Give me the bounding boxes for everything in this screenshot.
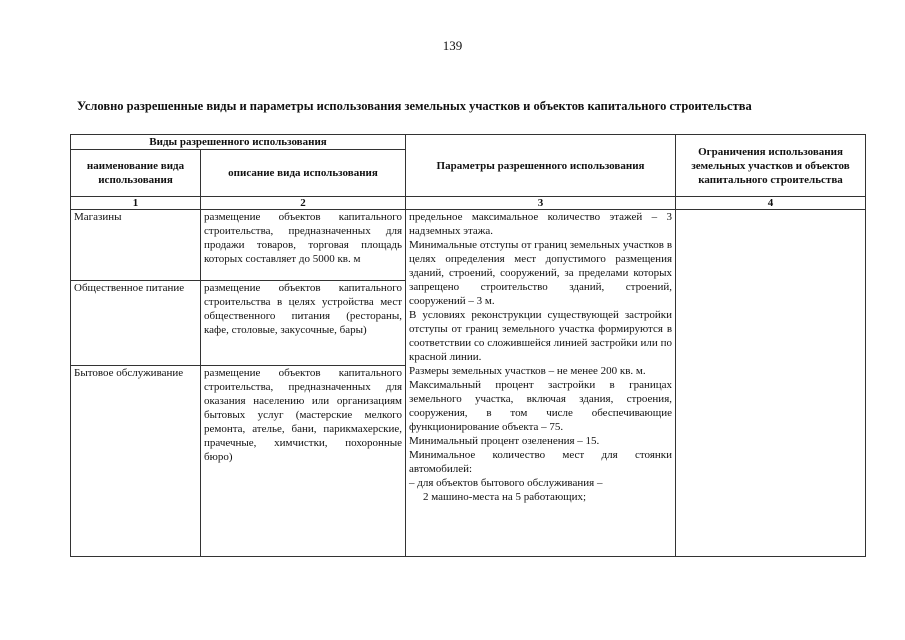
parameter-text: Минимальные отступы от границ земельных участков в целях определения мест допустимого размещения зданий, строений, сооружений, за пределами которых запрещено строительство зданий, строений, сооружений – 3 м. [409,239,673,307]
use-description: размещение объектов капитального строительства, предназначенных для оказания населению или организациям бытовых услуг (мастерские мелкого ремонта, ателье, бани, парикмахерские, прачечные, химчистки, похоронные бюро) [201,366,406,557]
table-row [71,210,866,281]
use-description: размещение объектов капитального строительства, предназначенных для продажи товаров, торговая площадь которых составляет до 5000 кв. м [201,210,406,281]
table-header-row [71,135,866,150]
parameter-text: Максимальный процент застройки в границах земельного участка, включая здания, строения, сооружения, в том числе обеспечивающие функционирование объекта – 75. [409,379,673,433]
use-name: Бытовое обслуживание [71,366,201,557]
header-parameters: Параметры разрешенного использования [406,135,676,197]
column-number: 4 [676,197,866,210]
parameter-text: предельное максимальное количество этажей – 3 надземных этажа. [409,211,673,237]
parameter-text: Минимальное количество мест для стоянки автомобилей: [409,449,673,475]
header-description: описание вида использования [201,150,406,197]
column-numbers-row [71,197,866,210]
parameter-text: Минимальный процент озеленения – 15. [409,435,600,447]
header-restrictions: Ограничения использования земельных участков и объектов капитального строительства [676,135,866,197]
page-number: 139 [442,38,463,53]
use-description: размещение объектов капитального строительства в целях устройства мест общественного питания (рестораны, кафе, столовые, закусочные, бары) [201,281,406,366]
restrictions-cell [676,210,866,557]
parameter-list-item: – для объектов бытового обслуживания – [409,477,603,489]
header-name: наименование вида использования [71,150,201,197]
column-number: 2 [201,197,406,210]
land-use-table [70,134,866,557]
column-number: 3 [406,197,676,210]
parameter-text: В условиях реконструкции существующей застройки отступы от границ земельного участка формируются в соответствии со сложившейся линией застройки или по красной линии. [409,309,673,363]
parameter-text: Размеры земельных участков – не менее 200 кв. м. [409,365,646,377]
parameters-cell [406,210,676,557]
use-name: Общественное питание [71,281,201,366]
use-name: Магазины [71,210,201,281]
column-number: 1 [71,197,201,210]
section-heading: Условно разрешенные виды и параметры использования земельных участков и объектов капитального строительства [77,99,752,113]
header-group: Виды разрешенного использования [71,135,406,150]
parameter-list-item-continued: 2 машино-места на 5 работающих; [423,491,587,503]
